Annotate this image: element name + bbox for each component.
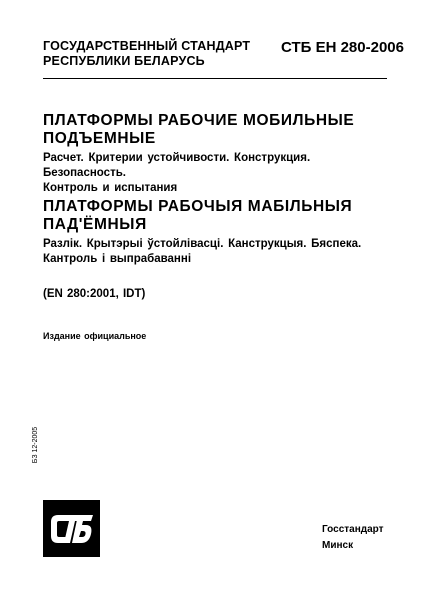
title-belarusian-main-line1: ПЛАТФОРМЫ РАБОЧЫЯ МАБІЛЬНЫЯ xyxy=(43,198,353,215)
title-russian-main-line2: ПОДЪЕМНЫЕ xyxy=(43,129,156,147)
publisher-city: Минск xyxy=(322,540,354,551)
vertical-code xyxy=(29,420,43,470)
vertical-code-text: БЗ 12-2005 xyxy=(32,426,39,464)
header-divider xyxy=(43,78,387,79)
title-russian-main xyxy=(43,112,393,147)
title-belarusian-subtitle-line2: Кантроль і выпрабаванні xyxy=(43,253,192,265)
publisher-name: Госстандарт xyxy=(322,524,384,535)
title-russian xyxy=(43,112,393,196)
stb-logo-icon xyxy=(43,500,100,557)
title-russian-subtitle-line2: Контроль и испытания xyxy=(43,182,178,194)
title-belarusian xyxy=(43,198,393,267)
title-russian-main-line1: ПЛАТФОРМЫ РАБОЧИЕ МОБИЛЬНЫЕ xyxy=(43,112,355,129)
edition-label: Издание официальное xyxy=(43,331,147,341)
title-russian-subtitle-line1: Расчет. Критерии устойчивости. Конструкция. Безопасность. xyxy=(43,152,311,179)
title-belarusian-subtitle-line1: Разлік. Крытэрыі ўстойлівасці. Канструкцыя. Бяспека. xyxy=(43,238,362,250)
title-russian-subtitle xyxy=(43,151,393,196)
publisher xyxy=(322,522,384,554)
standard-type-line2: РЕСПУБЛИКИ БЕЛАРУСЬ xyxy=(43,54,205,68)
en-reference: (EN 280:2001, IDT) xyxy=(43,288,146,300)
standard-type xyxy=(43,39,250,69)
title-belarusian-main-line2: ПАД'ЁМНЫЯ xyxy=(43,215,147,233)
standard-designation: СТБ ЕН 280-2006 xyxy=(281,39,404,56)
standard-type-line1: ГОСУДАРСТВЕННЫЙ СТАНДАРТ xyxy=(43,39,251,53)
title-belarusian-main xyxy=(43,198,393,233)
title-belarusian-subtitle xyxy=(43,237,393,267)
